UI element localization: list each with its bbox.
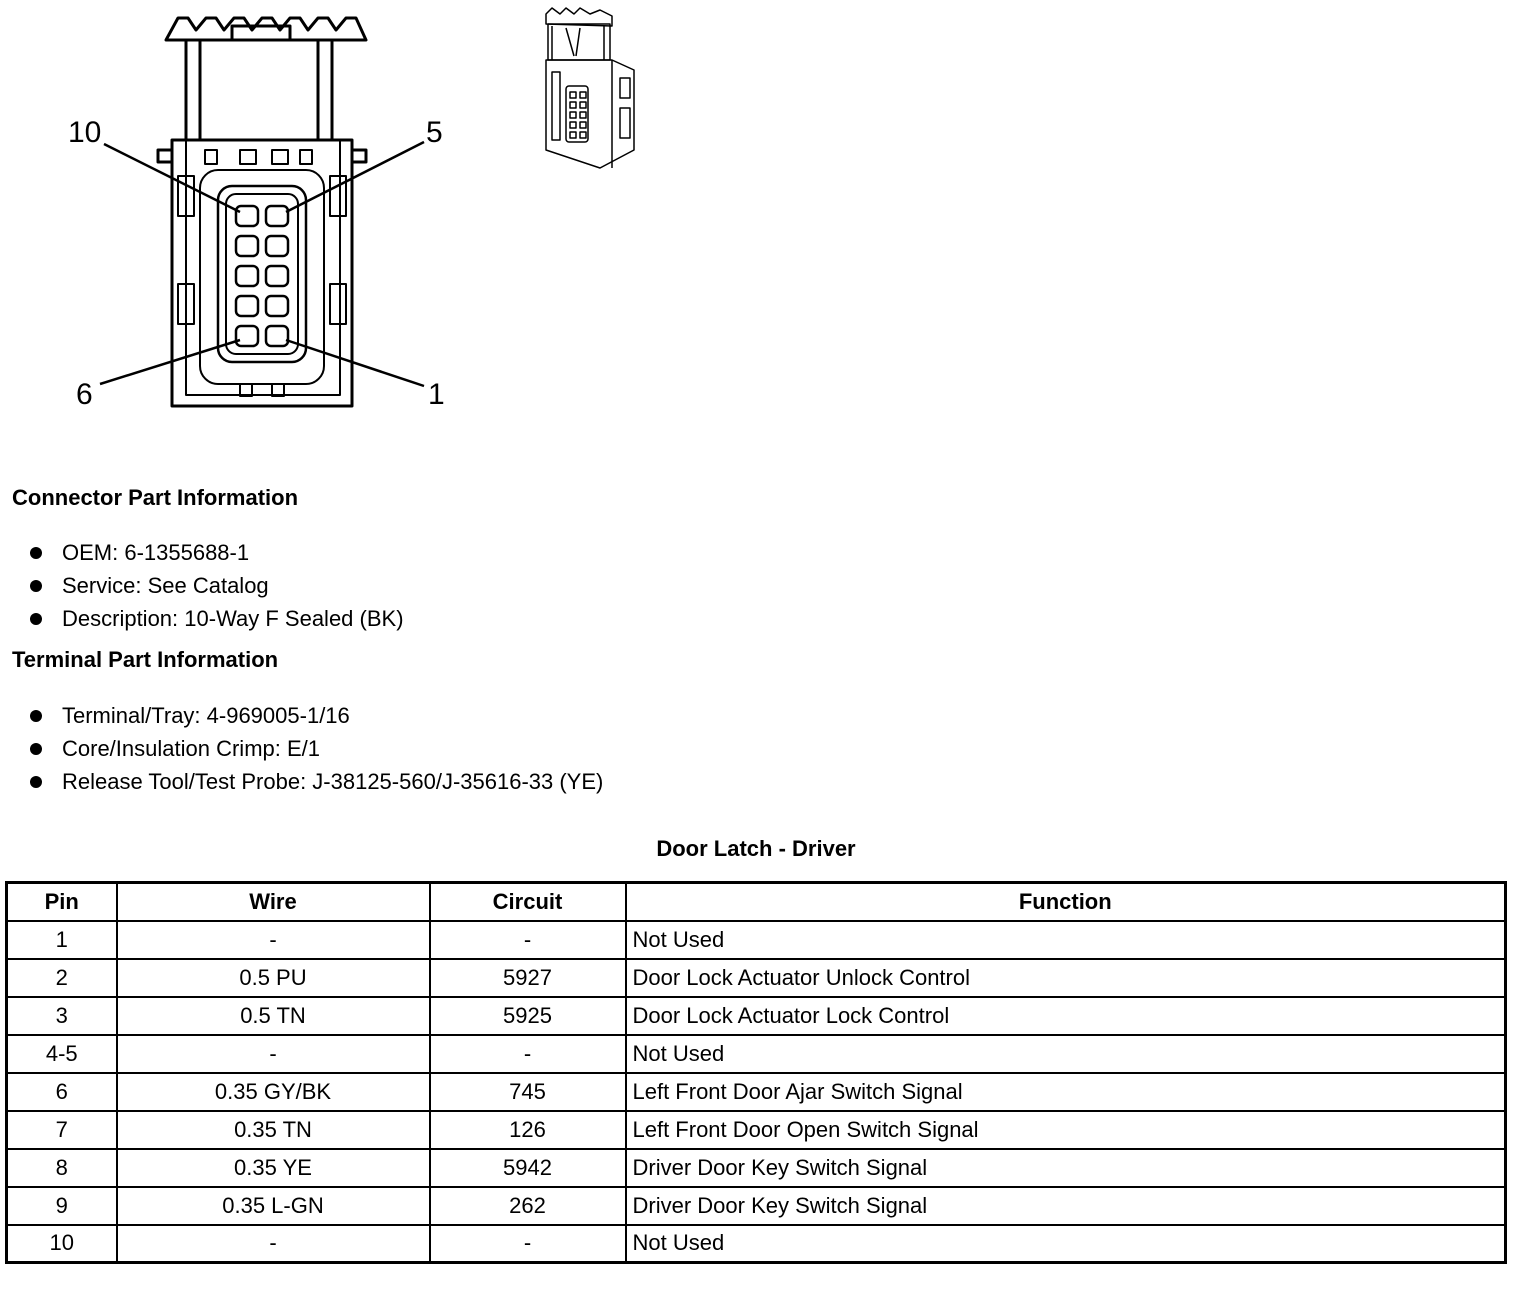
terminal-info-list (30, 699, 603, 798)
terminal-cavity (266, 236, 288, 256)
pin-label-5: 5 (426, 116, 443, 149)
cell-wire: 0.5 TN (117, 997, 430, 1035)
cell-function: Driver Door Key Switch Signal (626, 1149, 1506, 1187)
cell-function: Not Used (626, 1225, 1506, 1263)
list-item: Release Tool/Test Probe: J-38125-560/J-35616-33 (YE) (30, 765, 603, 798)
connector-latch-cap (166, 18, 366, 40)
cell-pin: 10 (7, 1225, 117, 1263)
leader-line-pin-1 (286, 340, 424, 386)
terminal-cavity (236, 296, 258, 316)
pin-label-1: 1 (428, 378, 445, 411)
terminal-info-heading: Terminal Part Information (12, 647, 279, 672)
table-row (7, 1225, 1506, 1263)
connector-diagram (0, 0, 700, 440)
terminal-cavity (266, 296, 288, 316)
terminal-cavity (236, 266, 258, 286)
terminal-cavity (236, 206, 258, 226)
cell-wire: 0.35 YE (117, 1149, 430, 1187)
table-row (7, 1149, 1506, 1187)
pin-label-10: 10 (68, 116, 102, 149)
cell-function: Door Lock Actuator Unlock Control (626, 959, 1506, 997)
header-pin: Pin (7, 883, 117, 921)
list-item: Description: 10-Way F Sealed (BK) (30, 602, 404, 635)
cell-pin: 3 (7, 997, 117, 1035)
table-row (7, 997, 1506, 1035)
cell-circuit: 745 (430, 1073, 626, 1111)
table-row (7, 1073, 1506, 1111)
cell-circuit: - (430, 1035, 626, 1073)
terminal-cavity (266, 206, 288, 226)
cell-circuit: 126 (430, 1111, 626, 1149)
leader-line-pin-6 (100, 340, 240, 384)
table-title: Door Latch - Driver (656, 836, 856, 861)
header-wire: Wire (117, 883, 430, 921)
list-item: Service: See Catalog (30, 569, 404, 602)
list-item: OEM: 6-1355688-1 (30, 536, 404, 569)
cell-wire: 0.35 GY/BK (117, 1073, 430, 1111)
list-item: Terminal/Tray: 4-969005-1/16 (30, 699, 603, 732)
cell-pin: 9 (7, 1187, 117, 1225)
cell-circuit: 5942 (430, 1149, 626, 1187)
cell-wire: 0.35 L-GN (117, 1187, 430, 1225)
cell-pin: 6 (7, 1073, 117, 1111)
cell-function: Door Lock Actuator Lock Control (626, 997, 1506, 1035)
cell-wire: - (117, 1225, 430, 1263)
cell-wire: 0.35 TN (117, 1111, 430, 1149)
cell-function: Driver Door Key Switch Signal (626, 1187, 1506, 1225)
cell-function: Not Used (626, 921, 1506, 959)
leader-line-pin-5 (286, 142, 424, 212)
header-circuit: Circuit (430, 883, 626, 921)
cell-circuit: - (430, 921, 626, 959)
table-row (7, 1035, 1506, 1073)
cell-circuit: 5927 (430, 959, 626, 997)
table-row (7, 1111, 1506, 1149)
cell-wire: - (117, 1035, 430, 1073)
header-function: Function (626, 883, 1506, 921)
connector-3d-thumbnail (546, 8, 634, 168)
table-row (7, 921, 1506, 959)
cell-function: Left Front Door Open Switch Signal (626, 1111, 1506, 1149)
table-header-row (7, 883, 1506, 921)
cell-function: Left Front Door Ajar Switch Signal (626, 1073, 1506, 1111)
cell-circuit: 262 (430, 1187, 626, 1225)
terminal-cavity (266, 326, 288, 346)
cell-circuit: - (430, 1225, 626, 1263)
connector-info-heading: Connector Part Information (12, 485, 299, 510)
cell-pin: 4-5 (7, 1035, 117, 1073)
cell-wire: - (117, 921, 430, 959)
cell-pin: 7 (7, 1111, 117, 1149)
cell-pin: 1 (7, 921, 117, 959)
list-item: Core/Insulation Crimp: E/1 (30, 732, 603, 765)
terminal-cavity (236, 326, 258, 346)
pinout-table (5, 881, 1507, 1264)
table-row (7, 1187, 1506, 1225)
connector-info-list (30, 536, 404, 635)
cell-circuit: 5925 (430, 997, 626, 1035)
pin-label-6: 6 (76, 378, 93, 411)
cell-pin: 8 (7, 1149, 117, 1187)
terminal-cavity (266, 266, 288, 286)
table-row (7, 959, 1506, 997)
cell-pin: 2 (7, 959, 117, 997)
cell-function: Not Used (626, 1035, 1506, 1073)
terminal-cavity (236, 236, 258, 256)
cell-wire: 0.5 PU (117, 959, 430, 997)
